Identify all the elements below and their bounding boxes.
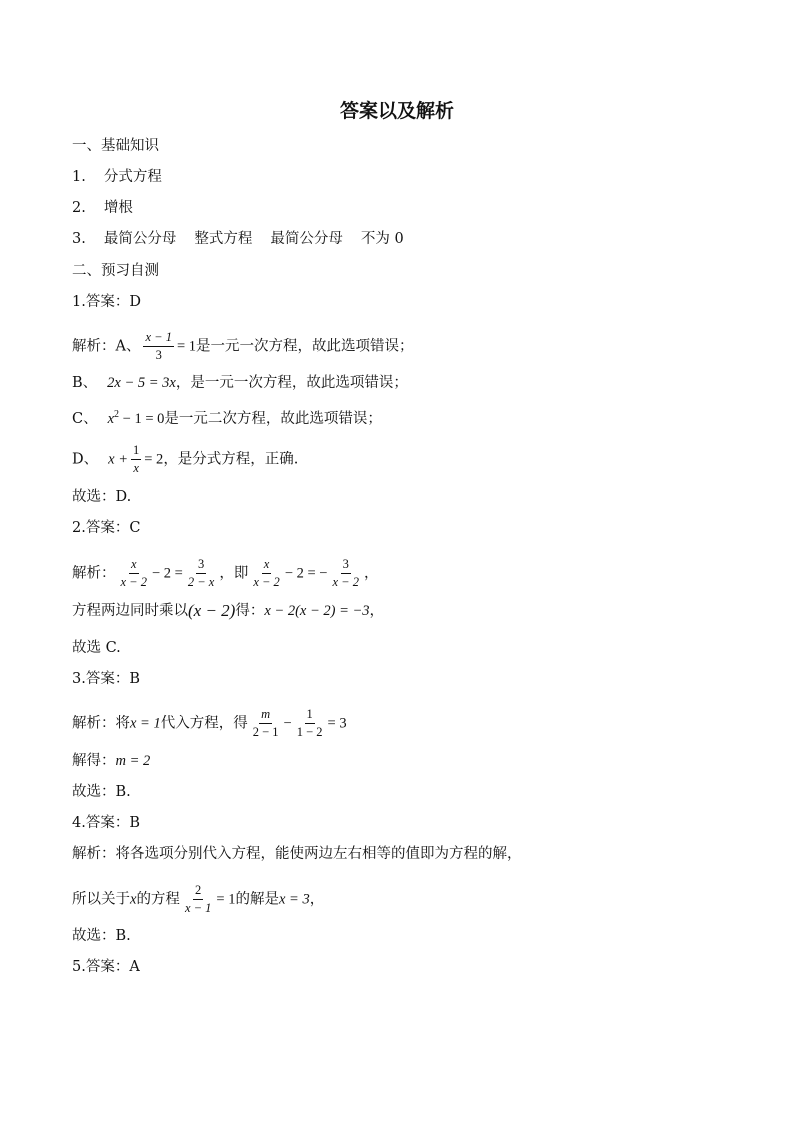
q1-analysis-a <box>72 330 414 363</box>
item-text-c: 最简公分母 <box>270 231 343 247</box>
q2-line2-math: x − 2(x − 2) = −3 <box>264 603 370 619</box>
q3-minus: − <box>283 715 292 732</box>
q2-analysis-line1 <box>72 557 378 590</box>
q4-rhs: = 1 <box>216 891 236 908</box>
q3-solve <box>72 751 150 771</box>
item-1 <box>72 167 162 187</box>
fraction-numerator: x <box>262 557 272 574</box>
q2-answer: 2.答案：C <box>72 520 141 536</box>
q1-c-math-var: x <box>107 410 115 427</box>
q4-analysis-line1: 解析：将各选项分别代入方程，能使两边左右相等的值即为方程的解， <box>72 846 522 862</box>
q2-line2-paren: (x − 2) <box>188 601 236 620</box>
q4-fraction <box>183 883 213 916</box>
q4-line2-a: 所以关于 <box>72 891 130 908</box>
fraction-denominator: x − 2 <box>120 575 147 589</box>
q3-substitution: x = 1 <box>130 715 161 732</box>
q2-fraction-1 <box>119 557 149 590</box>
q1-b-math: 2x − 5 = 3x <box>107 375 176 391</box>
q1-analysis-b <box>72 373 408 393</box>
fraction-denominator: x <box>133 461 139 475</box>
q2-fraction-3 <box>251 557 281 590</box>
q1-b-text: ，是一元一次方程，故此选项错误； <box>175 375 408 391</box>
q1-d-text: ，是分式方程，正确. <box>163 451 299 468</box>
q4-solution: x = 3 <box>278 891 310 908</box>
q3-analysis <box>72 707 347 740</box>
q1-d-rhs: = 2 <box>144 451 164 468</box>
fraction-denominator: 3 <box>155 348 162 362</box>
q2-fraction-4 <box>330 557 360 590</box>
q1-b-prefix: B、 <box>72 375 98 391</box>
item-3 <box>72 229 404 249</box>
q1-d-prefix: D、 <box>72 451 99 468</box>
q3-rhs: = 3 <box>327 715 347 732</box>
q4-line2-b: 的方程 <box>136 891 180 908</box>
q2-line2-end: ， <box>369 603 385 619</box>
q4-end: ， <box>309 891 325 908</box>
item-number: 2. <box>72 200 86 216</box>
q2-minus-2: − 2 = − <box>284 565 328 582</box>
fraction-denominator: 2 − 1 <box>252 725 279 739</box>
q4-line2-c: 的解是 <box>235 891 279 908</box>
fraction-numerator: 1 <box>131 443 141 460</box>
q3-fraction-1 <box>251 707 281 740</box>
q3-fraction-2 <box>295 707 325 740</box>
fraction-denominator: 1 − 2 <box>296 725 323 739</box>
q1-c-math-exponent: 2 <box>114 409 120 420</box>
q2-line2-b: 得： <box>235 603 265 619</box>
item-text: 分式方程 <box>103 169 162 185</box>
fraction-numerator: x <box>129 557 139 574</box>
section-preview-test-heading: 二、预习自测 <box>72 263 159 279</box>
fraction-numerator: 3 <box>341 557 351 574</box>
fraction-denominator: x − 2 <box>253 575 280 589</box>
q3-answer: 3.答案：B <box>72 671 140 687</box>
page-title: 答案以及解析 <box>339 100 454 122</box>
q3-prefix: 解析：将 <box>72 715 130 732</box>
q1-choose: 故选：D. <box>72 489 132 505</box>
q1-a-text: 是一元一次方程，故此选项错误； <box>196 338 414 355</box>
q2-mid: ，即 <box>219 565 249 582</box>
q2-line2-a: 方程两边同时乘以 <box>72 603 188 619</box>
q2-minus-1: − 2 = <box>151 565 183 582</box>
q1-c-prefix: C、 <box>72 410 98 427</box>
q1-d-lhs: x + <box>108 451 128 468</box>
q3-solve-math: m = 2 <box>115 753 151 769</box>
q1-c-math-rest: − 1 = 0 <box>119 410 165 427</box>
q1-analysis-d <box>72 443 298 476</box>
q1-analysis-c <box>72 405 382 429</box>
q3-mid: 代入方程，得 <box>160 715 248 732</box>
q2-end: ， <box>363 565 379 582</box>
q4-analysis-line2 <box>72 883 324 916</box>
q2-fraction-2 <box>186 557 216 590</box>
fraction-numerator: 2 <box>193 883 203 900</box>
q4-line2-x: x <box>130 891 137 908</box>
section-basic-knowledge-heading: 一、基础知识 <box>72 138 159 154</box>
fraction-denominator: x − 1 <box>184 901 212 915</box>
q1-d-fraction <box>131 443 141 476</box>
q4-choose: 故选：B. <box>72 928 131 944</box>
item-text-a: 最简公分母 <box>103 231 177 247</box>
q2-choose: 故选 C. <box>72 640 121 656</box>
q1-a-prefix: 解析：A、 <box>72 338 141 355</box>
fraction-numerator: m <box>259 707 272 724</box>
q3-choose: 故选：B. <box>72 784 131 800</box>
fraction-denominator: 2 − x <box>187 575 215 589</box>
item-text-b: 整式方程 <box>194 231 253 247</box>
q1-c-text: 是一元二次方程，故此选项错误； <box>164 410 382 427</box>
item-text: 增根 <box>103 200 133 216</box>
q2-prefix: 解析： <box>72 565 116 582</box>
q4-answer: 4.答案：B <box>72 815 140 831</box>
item-number: 1. <box>72 169 86 185</box>
item-2 <box>72 198 133 218</box>
q1-answer: 1.答案：D <box>72 294 141 310</box>
item-text-d: 不为 0 <box>360 231 404 247</box>
fraction-denominator: x − 2 <box>332 575 359 589</box>
q2-analysis-line2 <box>72 601 384 621</box>
fraction-numerator: 3 <box>196 557 206 574</box>
q1-a-fraction <box>143 330 173 363</box>
item-number: 3. <box>72 231 86 247</box>
q1-a-rhs: = 1 <box>176 338 197 355</box>
fraction-numerator: x − 1 <box>143 330 173 347</box>
fraction-numerator: 1 <box>305 707 315 724</box>
q3-solve-prefix: 解得： <box>72 753 116 769</box>
q5-answer: 5.答案：A <box>72 959 140 975</box>
